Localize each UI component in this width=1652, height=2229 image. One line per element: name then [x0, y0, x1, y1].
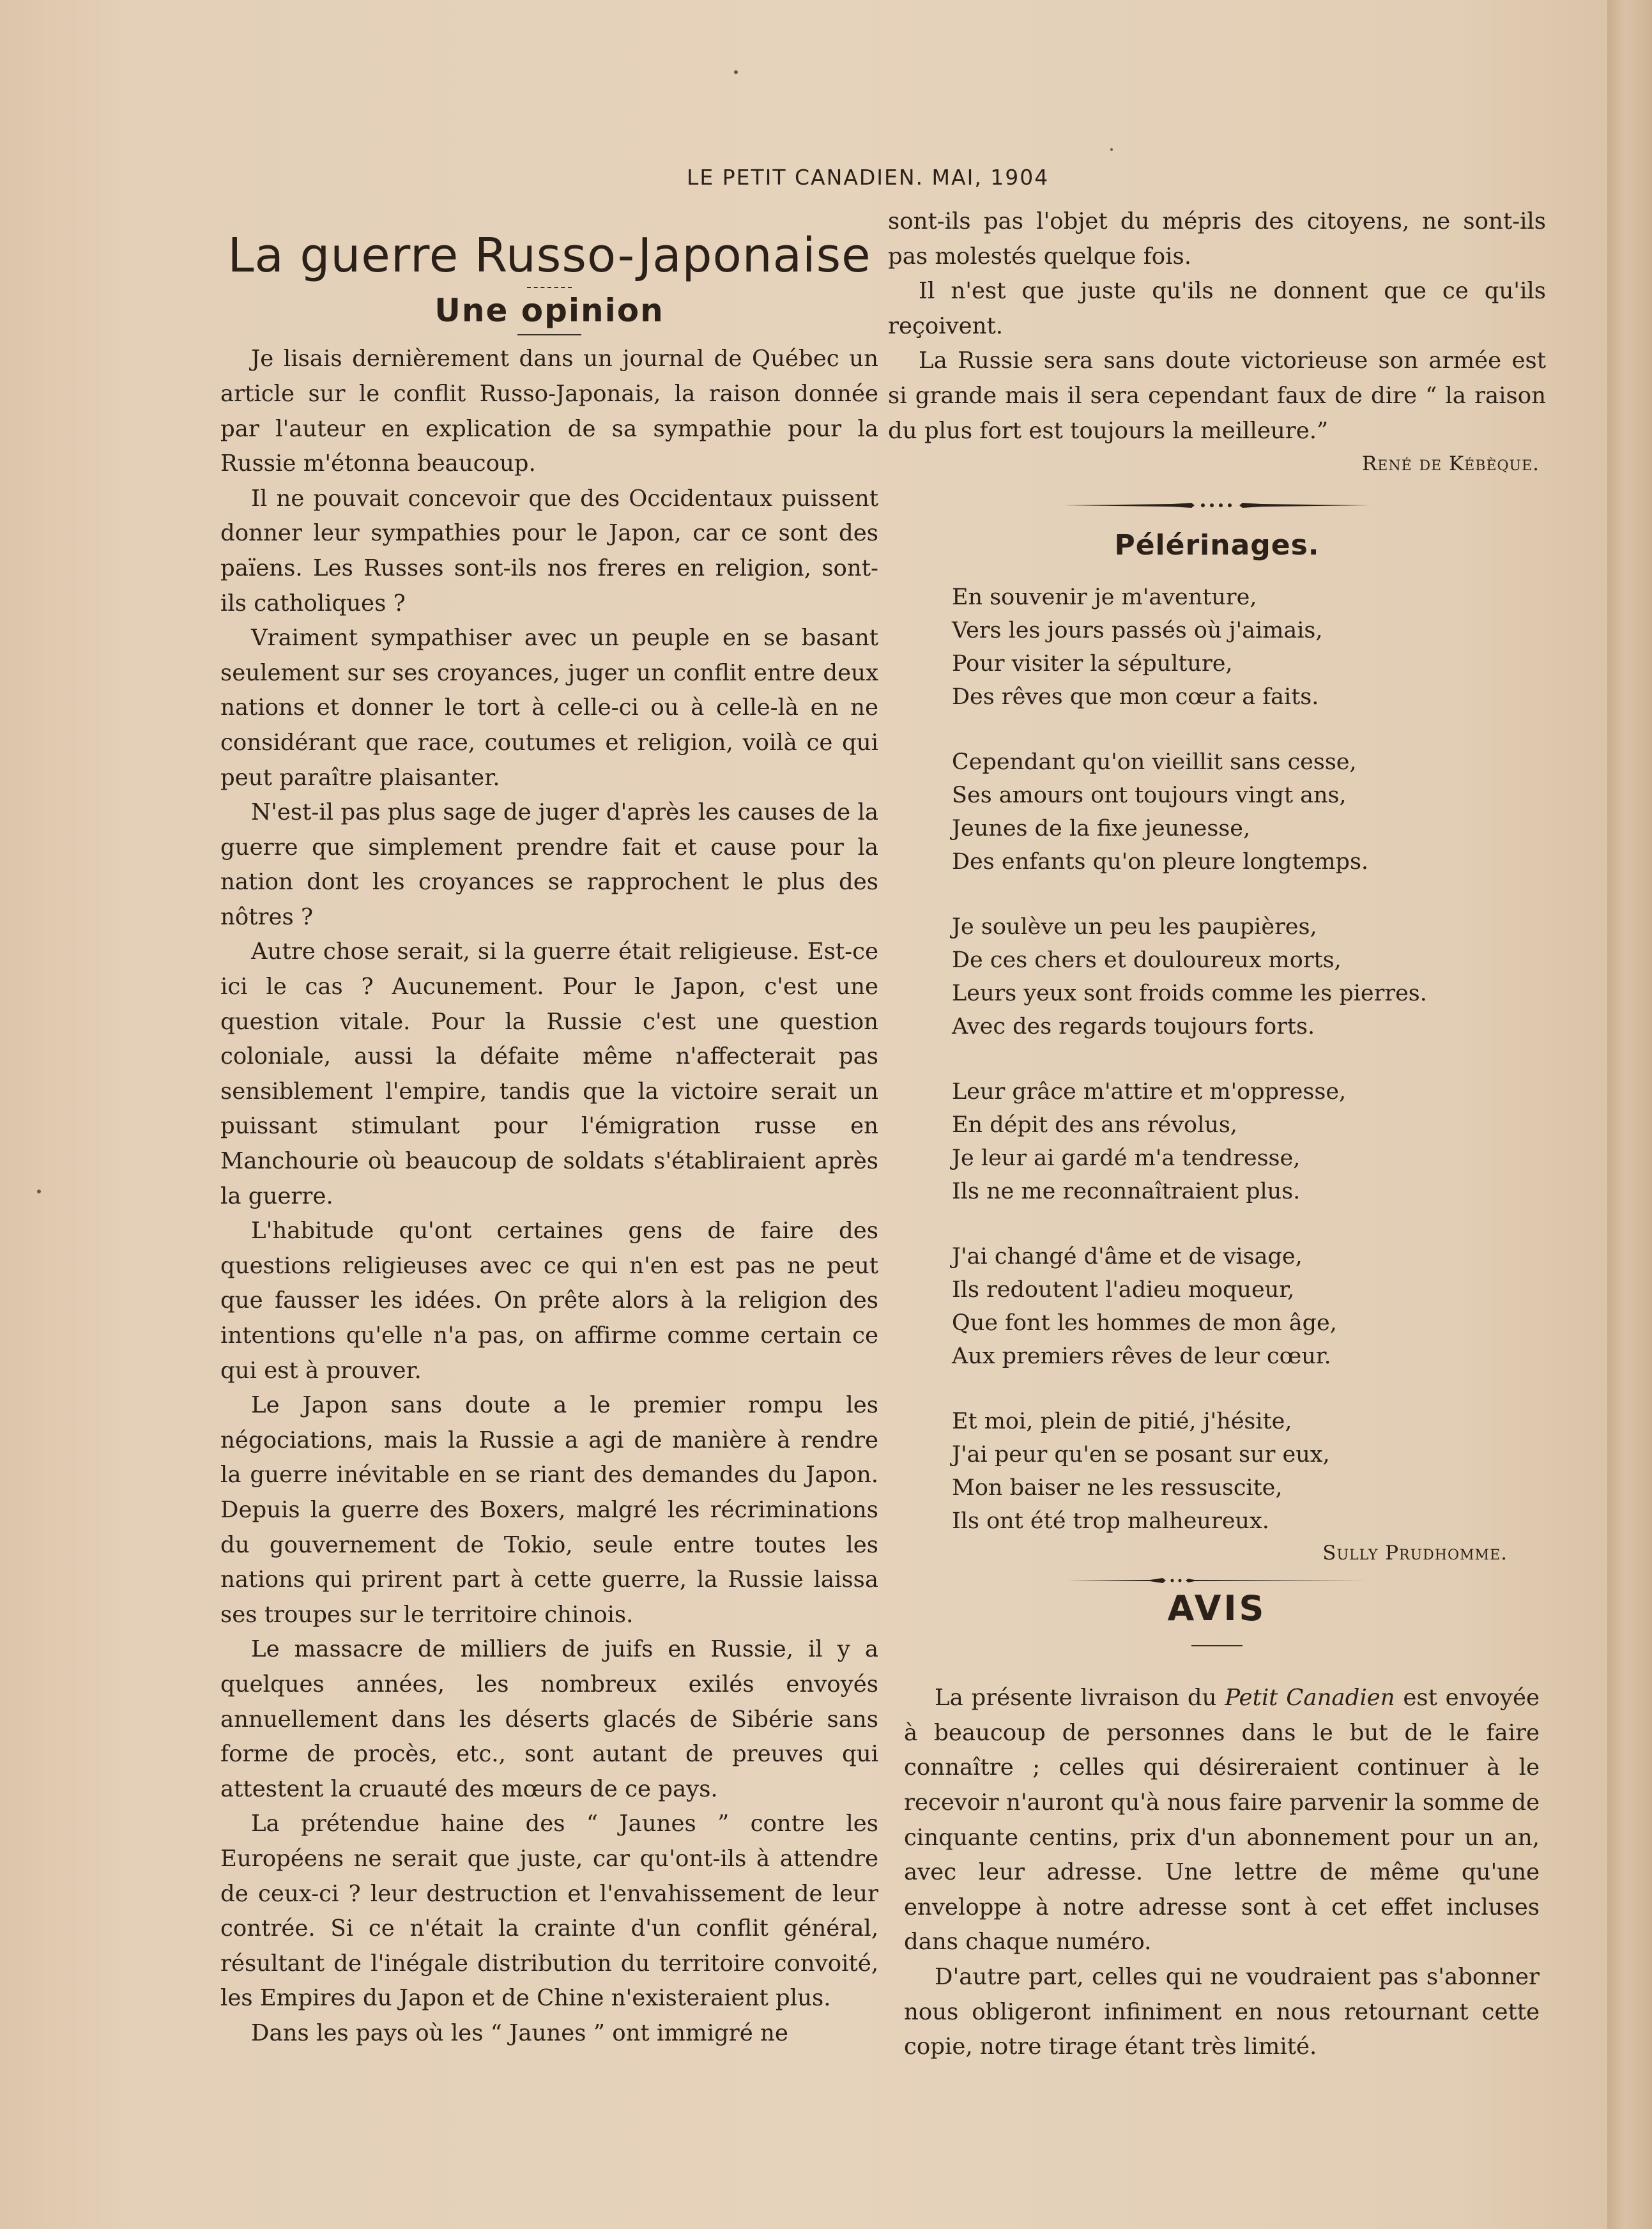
notice-rule — [1191, 1645, 1243, 1646]
poem-line: Jeunes de la fixe jeunesse, — [952, 816, 1251, 842]
title-rule — [527, 287, 572, 288]
poem-body — [952, 581, 1546, 1538]
paper-speck — [734, 70, 738, 74]
article-paragraph: La Russie sera sans doute victorieuse son armée est si grande mais il sera cependant faux de dire “ la raison du plus fort est toujours la meilleure.” — [888, 348, 1546, 444]
poem-line: Leurs yeux sont froids comme les pierres. — [952, 981, 1427, 1007]
poem-line: Ils ont été trop malheureux. — [952, 1508, 1269, 1535]
paper-speck — [37, 1190, 41, 1193]
notice-body — [888, 1681, 1546, 2065]
ornament-divider — [1064, 501, 1370, 510]
article-signature: René de Kébèque. — [1361, 452, 1540, 476]
poem-line: J'ai changé d'âme et de visage, — [952, 1244, 1303, 1270]
poem-stanza — [952, 581, 1546, 714]
article-body-right — [888, 204, 1546, 448]
article-paragraph: L'habitude qu'ont certaines gens de faire des questions religieuses avec ce qui n'en est pas ne peut que fausser les idées. On prête alors à la religion des intentions qu'elle n'a pas, on affirme comme certain ce qui est à prouver. — [220, 1218, 878, 1384]
poem-line: Des enfants qu'on pleure longtemps. — [952, 849, 1369, 875]
article-paragraph: Vraiment sympathiser avec un peuple en se basant seulement sur ses croyances, juger un conflit entre deux nations et donner le tort à celle-ci ou à celle-là en ne considérant que race, coutumes et religion, voilà ce qui peut paraître plaisanter. — [220, 625, 878, 791]
article-paragraph: La prétendue haine des “ Jaunes ” contre les Européens ne serait que juste, car qu'ont-ils à attendre de ceux-ci ? leur destruction et l'envahissement de leur contrée. Si ce n'était la crainte d'un conflit général, résultant de l'inégale distribution du territoire convoité, les Empires du Japon et de Chine n'existeraient plus. — [220, 1811, 878, 2012]
left-column — [220, 217, 878, 2051]
article-paragraph: Il ne pouvait concevoir que des Occidentaux puissent donner leur sympathies pour le Japon, car ce sont des païens. Les Russes sont-ils nos freres en religion, sont-ils catholiques ? — [220, 485, 878, 617]
poem-line: Ils ne me reconnaîtraient plus. — [952, 1179, 1301, 1205]
poem-line: En souvenir je m'aventure, — [952, 585, 1257, 611]
poem-stanza — [952, 1075, 1546, 1208]
poem-title: Pélérinages. — [1114, 529, 1320, 562]
article-paragraph: Autre chose serait, si la guerre était religieuse. Est-ce ici le cas ? Aucunement. Pour le Japon, c'est une question vitale. Pour la Russie c'est une question coloniale, aussi la défaite même n'affecterait pas sensiblement l'empire, tandis que la victoire serait un puissant stimulant pour l'émigration russe en Manchourie où beaucoup de soldats s'établiraient après la guerre. — [220, 938, 878, 1209]
poem-line: Aux premiers rêves de leur cœur. — [952, 1344, 1331, 1370]
article-paragraph: Je lisais dernièrement dans un journal de Québec un article sur le conflit Russo-Japonais, la raison donnée par l'auteur en explication de sa sympathie pour la Russie m'étonna beaucoup. — [220, 346, 878, 477]
poem-line: Mon baiser ne les ressuscite, — [952, 1475, 1283, 1501]
poem-line: Vers les jours passés où j'aimais, — [952, 618, 1323, 644]
article-paragraph: Le Japon sans doute a le premier rompu les négociations, mais la Russie a agi de manière à rendre la guerre inévitable en se riant des demandes du Japon. Depuis la guerre des Boxers, malgré les récriminations du gouvernement de Tokio, seule entre toutes les nations qui prirent part à cette guerre, la Russie laissa ses troupes sur le territoire chinois. — [220, 1392, 878, 1628]
notice-text: La présente livraison du — [935, 1685, 1225, 1712]
poem-line: Leur grâce m'attire et m'oppresse, — [952, 1079, 1347, 1105]
page-edge-shadow — [1607, 0, 1652, 2229]
poem-line: Pour visiter la sépulture, — [952, 651, 1233, 677]
poem-line: De ces chers et douloureux morts, — [952, 947, 1342, 974]
poem-line: J'ai peur qu'en se posant sur eux, — [952, 1442, 1330, 1468]
article-paragraph: Il n'est que juste qu'ils ne donnent que ce qu'ils reçoivent. — [888, 278, 1546, 339]
poem-line: Cependant qu'on vieillit sans cesse, — [952, 749, 1357, 776]
article-paragraph: Le massacre de milliers de juifs en Russie, il y a quelques années, les nombreux exilés envoyés annuellement dans les déserts glacés de Sibérie sans forme de procès, etc., sont autant de preuves qui attestent la cruauté des mœurs de ce pays. — [220, 1636, 878, 1802]
poem-line: Ils redoutent l'adieu moqueur, — [952, 1277, 1295, 1303]
poem-line: En dépit des ans révolus, — [952, 1112, 1237, 1138]
poem-line: Des rêves que mon cœur a faits. — [952, 684, 1319, 710]
poem-line: Je soulève un peu les paupières, — [952, 914, 1317, 940]
poem-line: Que font les hommes de mon âge, — [952, 1310, 1337, 1337]
poem-stanza — [952, 1405, 1546, 1538]
notice-paragraph — [904, 1681, 1540, 1960]
notice-paragraph: D'autre part, celles qui ne voudraient pas s'abonner nous obligeront infiniment en nous retournant cette copie, notre tirage étant très limité. — [904, 1963, 1540, 2060]
notice-text: est envoyée à beaucoup de personnes dans le but de le faire connaître ; celles qui désireraient continuer à le recevoir n'auront qu'à nous faire parvenir la somme de cinquante centins, prix d'un abonnement pour un an, avec leur adresse. Une lettre de même qu'une enveloppe à notre adresse sont à cet effet incluses dans chaque numéro. — [904, 1685, 1540, 1956]
ornament-divider — [1067, 1576, 1367, 1585]
poem-author: Sully Prudhomme. — [1322, 1542, 1508, 1565]
poem-line: Ses amours ont toujours vingt ans, — [952, 783, 1347, 809]
poem-line: Avec des regards toujours forts. — [952, 1014, 1315, 1040]
poem-line: Et moi, plein de pitié, j'hésite, — [952, 1409, 1292, 1435]
subtitle-rule — [517, 334, 581, 335]
article-paragraph-continued: sont-ils pas l'objet du mépris des citoyens, ne sont-ils pas molestés quelque fois. — [888, 208, 1546, 270]
article-paragraph-fragment: Dans les pays où les “ Jaunes ” ont immigré ne — [251, 2019, 788, 2046]
article-paragraph: N'est-il pas plus sage de juger d'après les causes de la guerre que simplement prendre fait et cause pour la nation dont les croyances se rapprochent le plus des nôtres ? — [220, 799, 878, 930]
poem-stanza — [952, 910, 1546, 1043]
paper-speck — [1110, 148, 1113, 151]
article-title: La guerre Russo-Japonaise — [227, 228, 871, 283]
article-body-left — [220, 342, 878, 2051]
notice-title: AVIS — [1167, 1588, 1267, 1629]
poem-stanza — [952, 1240, 1546, 1373]
article-subtitle: Une opinion — [434, 292, 664, 330]
right-column — [888, 204, 1546, 2065]
poem-line: Je leur ai gardé m'a tendresse, — [952, 1145, 1301, 1172]
running-head: LE PETIT CANADIEN. MAI, 1904 — [687, 165, 1050, 190]
poem-stanza — [952, 746, 1546, 878]
publication-name: Petit Canadien — [1225, 1685, 1395, 1712]
